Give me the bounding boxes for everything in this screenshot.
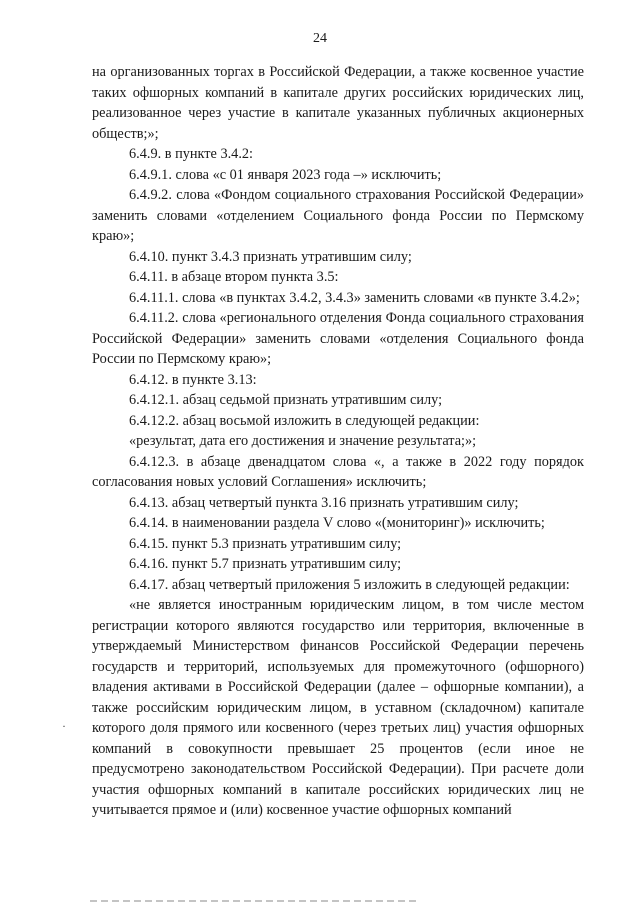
paragraph-6-4-9: 6.4.9. в пункте 3.4.2: — [129, 146, 254, 162]
page-number: 24 — [313, 31, 327, 46]
paragraph-6-4-9-2: 6.4.9.2. слова «Фондом социального страхования Российской Федерации» заменить словами «отделением Социального фонда России по Пермскому краю»; — [92, 187, 584, 244]
paragraph-6-4-14: 6.4.14. в наименовании раздела V слово «(мониторинг)» исключить; — [129, 515, 545, 531]
paragraph-6-4-12-1: 6.4.12.1. абзац седьмой признать утратившим силу; — [129, 392, 443, 408]
paragraph-6-4-10: 6.4.10. пункт 3.4.3 признать утратившим силу; — [129, 248, 412, 265]
scan-bottom-edge — [90, 900, 420, 902]
paragraph-6-4-16: 6.4.16. пункт 5.7 признать утратившим силу; — [129, 556, 402, 572]
document-body — [92, 62, 584, 821]
paragraph-6-4-12-2: 6.4.12.2. абзац восьмой изложить в следующей редакции: — [129, 412, 480, 429]
scan-dot-mark: · — [62, 719, 66, 733]
paragraph-quoted-result: «результат, дата его достижения и значение результата;»; — [129, 433, 477, 449]
paragraph-6-4-11-1: 6.4.11.1. слова «в пунктах 3.4.2, 3.4.3» заменить словами «в пункте 3.4.2»; — [129, 289, 580, 306]
paragraph-6-4-12-3: 6.4.12.3. в абзаце двенадцатом слова «, а также в 2022 году порядок согласования новых условий Соглашения» исключить; — [92, 453, 584, 490]
paragraph-6-4-12: 6.4.12. в пункте 3.13: — [129, 371, 257, 388]
paragraph-6-4-13: 6.4.13. абзац четвертый пункта 3.16 признать утратившим силу; — [129, 494, 519, 511]
paragraph-6-4-15: 6.4.15. пункт 5.3 признать утратившим силу; — [129, 535, 402, 552]
paragraph-continuation: на организованных торгах в Российской Федерации, а также косвенное участие таких офшорных компаний в капитале других российских юридических лиц, реализованное через участие в капитале указанных публичных акционерных обществ;»; — [92, 64, 584, 142]
paragraph-6-4-17: 6.4.17. абзац четвертый приложения 5 изложить в следующей редакции: — [129, 576, 570, 593]
paragraph-quoted-offshore: «не является иностранным юридическим лицом, в том числе местом регистрации которого являются государство или территория, включенные в утверждаемый Министерством финансов Российской Федерации перечень государств и территорий, используемых для промежуточного (офшорного) владения активами в Российской Федерации (далее – офшорные компании), а также российским юридическим лицом, в уставном (складочном) капитале которого доля прямого или косвенного (через третьих лиц) участия офшорных компаний в совокупности превышает 25 процентов (если иное не предусмотрено законодательством Российской Федерации). При расчете доли участия офшорных компаний в капитале российских юридических лиц не учитывается прямое и (или) косвенное участие офшорных компаний — [92, 597, 584, 818]
paragraph-6-4-9-1: 6.4.9.1. слова «с 01 января 2023 года –» исключить; — [129, 166, 442, 183]
paragraph-6-4-11: 6.4.11. в абзаце втором пункта 3.5: — [129, 269, 339, 285]
paragraph-6-4-11-2: 6.4.11.2. слова «регионального отделения Фонда социального страхования Российской Федерации» заменить словами «отделения Социального фонда России по Пермскому краю»; — [92, 310, 584, 367]
